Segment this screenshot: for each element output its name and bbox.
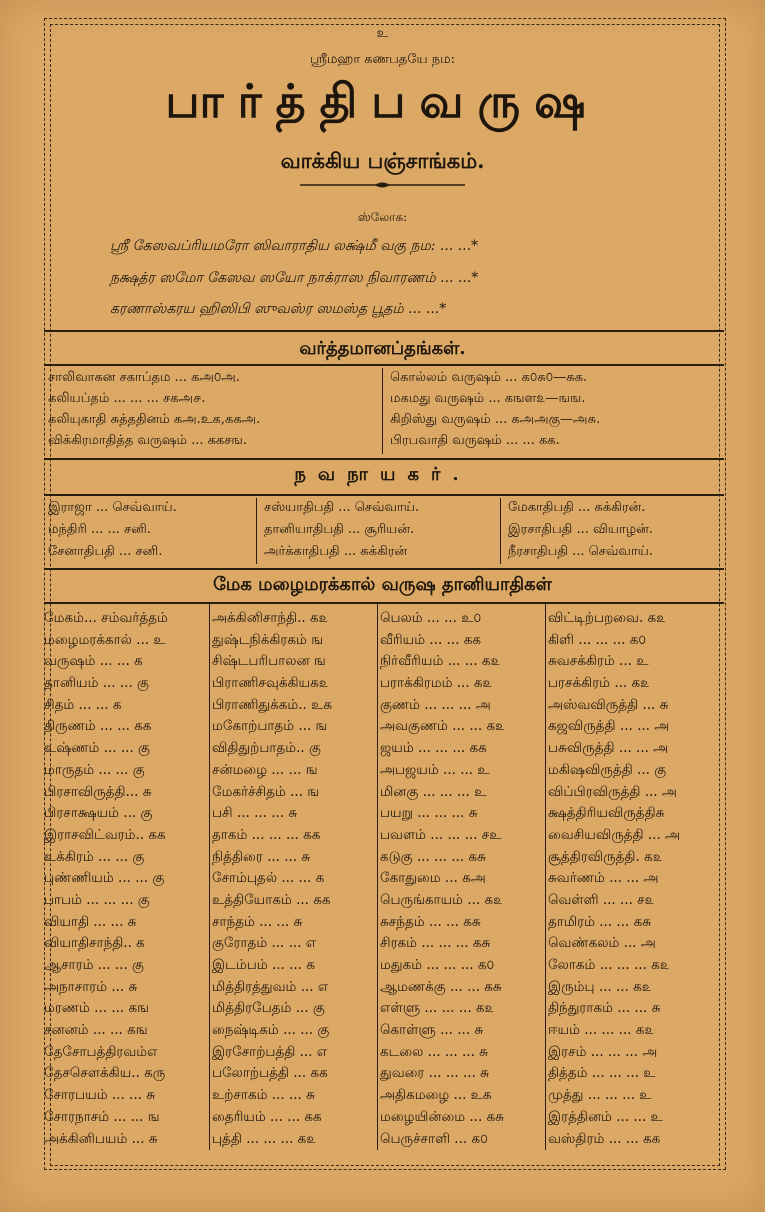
mega-item: லோகம் ... ... ... க௨	[548, 957, 670, 973]
mega-item: ஜயம் ... ... ... கக	[380, 740, 487, 757]
mega-item: சனனம் ... ... கங	[44, 1022, 148, 1039]
epoch-item: விக்கிரமாதித்த வருஷம் ... ககசங.	[48, 433, 247, 448]
mega-item: அவகுணம் ... ... க௨	[380, 718, 505, 735]
mega-item: பிரசாக்ஷயம் ... கு	[44, 805, 153, 822]
mega-item: குரோதம் ... ... எ	[212, 935, 317, 952]
mega-item: வியாதி ... ... சு	[44, 913, 137, 930]
mega-item: மித்திரத்துவம் ... எ	[212, 978, 329, 995]
mega-heading: மேக மழைமரக்கால் வருஷ தானியாதிகள்	[213, 574, 552, 595]
mega-item: மரணம் ... ... கங	[44, 1000, 149, 1017]
mega-item: வீரியம் ... ... கக	[380, 631, 481, 648]
mega-item: மித்திரபேதம் ... கு	[212, 1000, 325, 1017]
mega-item: தேசோபத்திரவம்எ	[44, 1043, 158, 1060]
mega-item: பெலம் ... ... உ௦	[380, 610, 482, 626]
mega-item: சிஷ்டபரிபாலன ங	[212, 653, 326, 670]
mega-item: சுவசக்கிரம் ... உ	[548, 653, 649, 670]
rule	[44, 330, 724, 332]
mega-item: அதிகமழை ... உக	[380, 1087, 492, 1104]
mega-item: முத்து ... ... ... உ	[548, 1087, 652, 1104]
sloka-line: ஸ்ரீ கேஸவப்ரியமரோ ஸிவாராதிய லக்ஷ்மீ வகு நம: ... ...*	[110, 238, 479, 254]
nayakar-item: தானியாதிபதி ... சூரியன்.	[264, 522, 415, 537]
page-title: பார்த்திபவருஷ	[165, 74, 600, 128]
mega-item: மழைமரக்கால் ... உ	[44, 631, 166, 648]
nayakar-item: இரசாதிபதி ... வியாழன்.	[508, 522, 653, 537]
epoch-item: மகமது வருஷம் ... கஙௗ௨—ஙங.	[390, 391, 586, 406]
mega-item: பசி ... ... ... சு	[212, 805, 298, 822]
mega-item: சோம்புதல் ... ... க	[212, 870, 325, 887]
mega-item: சிதம் ... ... க	[44, 696, 122, 713]
mega-item: துவரை ... ... ... சு	[380, 1065, 489, 1082]
navanayakar-heading: நவநாயகர்.	[294, 464, 471, 485]
nayakar-item: மந்திரி ... ... சனி.	[48, 522, 151, 537]
mega-item: பயறு ... ... ... சு	[380, 805, 478, 822]
mega-item: பலோற்பத்தி ... கக	[212, 1065, 328, 1082]
mega-item: அபஜயம் ... ... உ	[380, 761, 490, 778]
mega-item: அக்கினிபயம் ... சு	[44, 1130, 158, 1147]
mega-item: அக்கினிசாந்தி.. க௨	[212, 610, 329, 626]
mega-item: கடலை ... ... ... சு	[380, 1043, 488, 1060]
epoch-item: கலியுகாதி சுத்ததினம் கஅ.உக,ககஅ.	[48, 412, 261, 427]
mega-item: க்ஷத்திரியவிருத்திசு	[548, 805, 665, 822]
mega-item: விப்பிரவிருத்தி ... அ	[548, 783, 677, 800]
mega-item: கோதுமை ... கஅ	[380, 870, 486, 887]
mega-item: மழையின்மை ... கசு	[380, 1108, 504, 1125]
sloka-line: கரணாஸ்கரய ஹிஸிபி ஸுவஸ்ர ஸமஸ்த பூதம் ... ...*	[110, 301, 447, 317]
mega-column-1	[44, 608, 210, 1150]
mega-item: இடம்பம் ... ... க	[212, 957, 315, 973]
mega-item: சூத்திரவிருத்தி. க௨	[548, 848, 663, 865]
mega-item: தைரியம் ... ... கக	[212, 1108, 322, 1125]
mega-item: தாகம் ... ... ... கக	[212, 826, 321, 843]
invocation: ஸ்ரீமஹா கணபதயே நம:	[310, 52, 455, 67]
mega-item: பிரசாவிருத்தி... சு	[44, 783, 152, 800]
rule	[44, 494, 724, 496]
epoch-item: பிரபவாதி வருஷம் ... ... கக.	[390, 433, 560, 448]
mega-item: உத்தியோகம் ... கக	[212, 891, 331, 908]
nayakar-item: மேகாதிபதி ... சுக்கிரன்.	[508, 500, 646, 515]
epoch-item: கொல்லம் வருஷம் ... க௦சு௦—சுக.	[390, 370, 588, 385]
mega-item: வைசியவிருத்தி ... அ	[548, 826, 681, 843]
mega-item: பரசக்கிரம் ... க௨	[548, 675, 650, 692]
rule	[44, 602, 724, 604]
epoch-item: சாலிவாகன சகாப்தம ... கஅ௦அ.	[48, 370, 240, 385]
mega-item: நைஷ்டிகம் ... ... கு	[212, 1022, 330, 1039]
invocation-mark: உ	[376, 26, 389, 41]
column-divider	[382, 368, 383, 454]
mega-item: உக்கிரம் ... ... கு	[44, 848, 145, 865]
mega-item: இரசம் ... ... ... அ	[548, 1043, 658, 1060]
mega-item: அநாசாரம் ... சு	[44, 978, 138, 995]
ornament-divider	[300, 180, 465, 190]
mega-item: உஷ்ணம் ... ... கு	[44, 740, 150, 757]
mega-item: விதிதுற்பாதம்.. கு	[212, 740, 321, 757]
mega-item: மேகம்... சம்வர்த்தம்	[44, 610, 168, 626]
mega-item: இரசோற்பத்தி ... எ	[212, 1043, 328, 1060]
mega-item: பராக்கிரமம் ... க௨	[380, 675, 493, 692]
mega-item: அஸ்வவிருத்தி ... சு	[548, 696, 669, 713]
mega-item: மேகர்ச்சிதம் ... ங	[212, 783, 320, 800]
rule	[44, 458, 724, 460]
mega-item: புண்ணியம் ... ... கு	[44, 870, 165, 887]
mega-item: மகிஷவிருத்தி ... கு	[548, 761, 667, 778]
mega-item: மதுகம் ... ... ... க௦	[380, 957, 495, 973]
mega-item: திருணம் ... ... கக	[44, 718, 152, 735]
mega-item: தாமிரம் ... ... கசு	[548, 913, 652, 930]
mega-item: தேசசௌக்கிய.. கரு	[44, 1065, 166, 1082]
mega-item: புத்தி ... ... ... க௨	[212, 1130, 316, 1147]
nayakar-item: நீரசாதிபதி ... செவ்வாய்.	[508, 544, 653, 559]
nayakar-item: சேனாதிபதி ... சனி.	[48, 544, 163, 559]
mega-item: கஜவிருத்தி ... ... அ	[548, 718, 670, 735]
mega-item: நித்திரை ... ... சு	[212, 848, 311, 865]
mega-item: வியாதிசாந்தி.. க	[44, 935, 145, 952]
mega-item: ஆசாரம் ... ... கு	[44, 957, 144, 973]
mega-item: ஆமணக்கு ... ... கசு	[380, 978, 502, 995]
mega-item: வஸ்திரம் ... ... கக	[548, 1130, 661, 1147]
mega-item: சிரகம் ... ... ... கசு	[380, 935, 491, 952]
mega-item: பாபம் ... ... ... கு	[44, 891, 150, 908]
nayakar-item: அர்க்காதிபதி ... சுக்கிரன்	[264, 544, 408, 559]
mega-item: மினகு ... ... ... உ	[380, 783, 487, 800]
mega-item: ஈயம் ... ... ... க௨	[548, 1022, 654, 1039]
mega-item: கடுகு ... ... ... கசு	[380, 848, 486, 865]
mega-item: எள்ளு ... ... ... க௨	[380, 1000, 495, 1017]
mega-column-2	[212, 608, 378, 1150]
mega-item: சோரபயம் ... ... சு	[44, 1087, 155, 1104]
mega-item: உற்சாகம் ... ... சு	[212, 1087, 315, 1104]
mega-column-4	[548, 608, 714, 1150]
mega-item: குணம் ... ... ... அ	[380, 696, 491, 713]
epoch-item: கலியப்தம் ... ... ... சகஅ௪.	[48, 391, 206, 406]
mega-item: இரும்பு ... ... க௨	[548, 978, 652, 995]
mega-item: தானியம் ... ... கு	[44, 675, 149, 692]
epochs-heading: வர்த்தமானப்தங்கள்.	[299, 338, 466, 359]
mega-item: சோரநாசம் ... ... ங	[44, 1108, 160, 1125]
mega-item: இராசவிட்வரம்.. கக	[44, 826, 166, 843]
mega-item: வெள்ளி ... ... ச௨	[548, 891, 655, 908]
mega-item: தித்தம் ... ... ... உ	[548, 1065, 656, 1082]
mega-item: மாருதம் ... ... கு	[44, 761, 145, 778]
page-subtitle: வாக்கிய பஞ்சாங்கம்.	[280, 148, 485, 173]
mega-item: கொள்ளு ... ... சு	[380, 1022, 484, 1039]
mega-item: பசுவிருத்தி ... ... அ	[548, 740, 669, 757]
sloka-heading: ஸ்லோக:	[357, 210, 408, 224]
mega-item: பவளம் ... ... ... சஉ	[380, 826, 502, 843]
rule	[44, 568, 724, 570]
mega-item: பெருச்சாளி ... க௦	[380, 1130, 488, 1147]
mega-item: திந்துராகம் ... ... சு	[548, 1000, 661, 1017]
mega-item: இரத்தினம் ... ... உ	[548, 1108, 663, 1125]
mega-item: விட்டிற்பறவை. க௨	[548, 610, 666, 626]
mega-item: பெருங்காயம் ... க௨	[380, 891, 503, 908]
epoch-item: கிறிஸ்து வருஷம் ... கஅஅகு—அசு.	[390, 412, 601, 427]
mega-item: சுவர்ணம் ... ... அ	[548, 870, 659, 887]
mega-item: வருஷம் ... ... க	[44, 653, 143, 670]
nayakar-item: சஸ்யாதிபதி ... செவ்வாய்.	[264, 500, 420, 515]
mega-item: சுசந்தம் ... ... கசு	[380, 913, 481, 930]
mega-item: சாந்தம் ... ... சு	[212, 913, 303, 930]
column-divider	[500, 498, 501, 564]
rule	[44, 364, 724, 366]
mega-item: கிளி ... ... ... க௦	[548, 631, 647, 648]
mega-item: துஷ்டநிக்கிரகம் ங	[212, 631, 324, 648]
mega-item: பிராணிசவுக்கியக௨	[212, 675, 329, 692]
column-divider	[256, 498, 257, 564]
mega-column-3	[380, 608, 546, 1150]
mega-item: நிர்வீரியம் ... ... க௨	[380, 653, 501, 670]
sloka-line: நக்ஷத்ர ஸமோ கேஸவ ஸயோ நாக்ராஸ நிவாரணம் ... ...*	[110, 270, 479, 286]
mega-item: மகோற்பாதம் ... ங	[212, 718, 328, 735]
mega-item: சன்மழை ... ... ங	[212, 761, 318, 778]
nayakar-item: இராஜா ... செவ்வாய்.	[48, 500, 177, 515]
mega-item: வெண்கலம் ... அ	[548, 935, 656, 952]
mega-item: பிராணிதுக்கம்.. உக	[212, 696, 333, 713]
